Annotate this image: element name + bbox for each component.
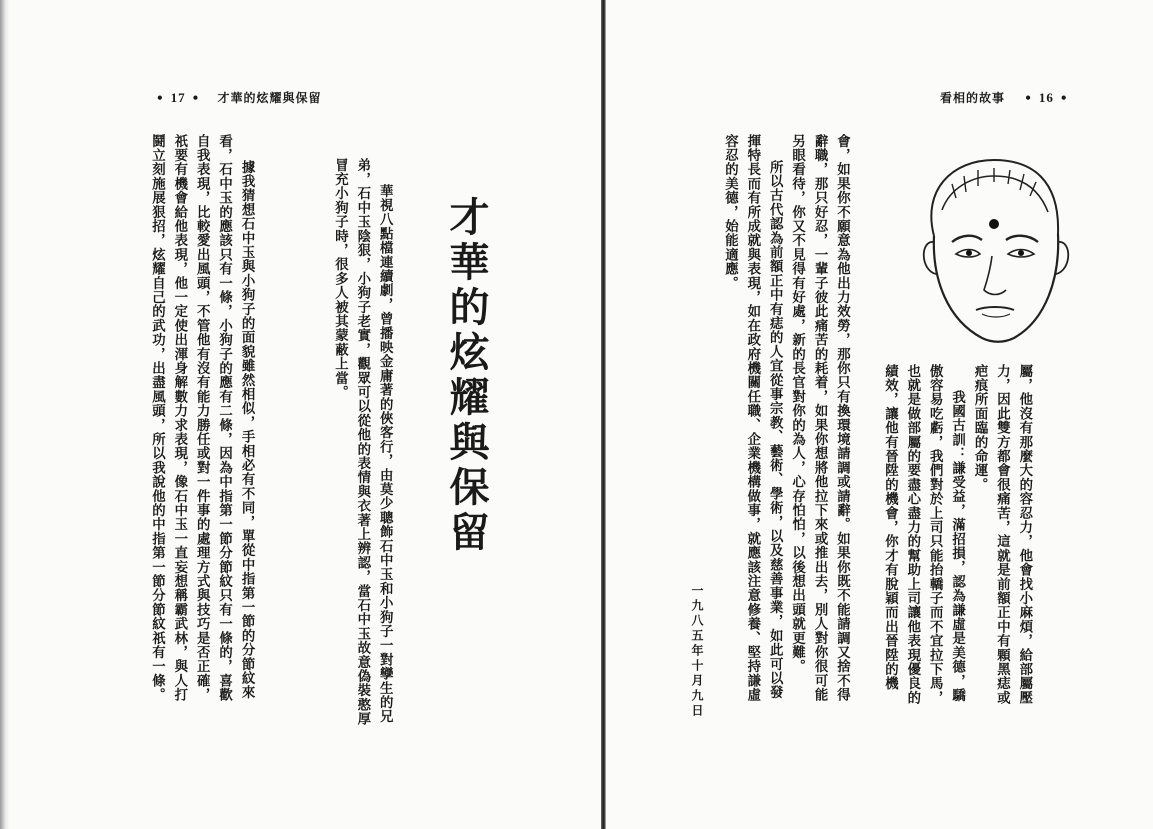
page-number: 16: [1038, 90, 1054, 105]
text-line: 冒充小狗子時，很多人被其蒙蔽上當。: [332, 158, 348, 400]
text-line: 屬，他沒有那麼大的容忍力，他會找小麻煩，給部屬壓: [1016, 364, 1032, 705]
text-line: 看，石中玉的應該只有一條，小狗子的應有二條，因為中指第一節分節紋只有一條的，喜歡: [216, 134, 232, 702]
running-title: 才華的炫耀與保留: [217, 91, 322, 105]
text-line: 辭職，那只好忍，一輩子彼此痛苦的耗着，如果你想將他拉下來或推出去，別人對你很可能: [812, 134, 828, 702]
text-line: 所以古代認為前額正中有痣的人宜從事宗教、藝術、學術，以及慈善事業，如此可以發: [767, 160, 783, 700]
paragraph-2: [145, 134, 257, 702]
left-page-header: • 17 • 才華的炫耀與保留: [156, 90, 322, 105]
text-line: 容忍的美德，始能適應。: [722, 134, 738, 291]
text-line: 華視八點檔連續劇，曾播映金庸著的俠客行，由莫少聰飾石中玉和小狗子一對孿生的兄: [377, 184, 393, 724]
text-line: 績效，讓他有晉陞的機會，你才有脫穎而出晉陞的機: [882, 364, 898, 691]
text-line: 祇要有機會給他表現，他一定使出渾身解數力求表現，像石中玉一直妄想稱霸武林，與人打: [171, 134, 187, 702]
text-line: 另眼看待，你又不見得有好處，新的長官對你的為人，心存怕怕，以後想出頭就更難。: [789, 134, 805, 674]
text-line: 力，因此雙方都會很痛苦，這就是前額正中有顆黑痣或: [994, 364, 1010, 705]
text-line: 我國古訓：謙受益，滿招損，認為謙虛是美德，驕: [949, 390, 965, 703]
right-page-header: 看相的故事 • 16 •: [940, 90, 1069, 105]
forehead-mole: [989, 219, 999, 229]
text-line: 鬪立刻施展狠招，炫耀自己的武功，出盡風頭，所以我說他的中指第一節分節紋祇有一條。: [149, 134, 165, 702]
paragraph-full-width: [718, 134, 852, 702]
text-line: 會，如果你不願意為他出力效勞，那你只有換環境請調或請辭。如果你既不能請調又捨不得: [834, 134, 850, 702]
date-signature: 一九八五年十月九日: [690, 584, 704, 719]
text-line: 自我表現，比較愛出風頭，不管他有沒有能力勝任或對一件事的處理方式與技巧是否正確，: [194, 134, 210, 702]
text-line: 傲容易吃虧，我們對於上司只能抬轎子而不宜拉下馬，: [927, 364, 943, 705]
text-line: 揮特長而有所成就與表現，如在政府機關任職、企業機構做事，就應該注意修養、堅持謙虛: [744, 134, 760, 702]
text-line: 也就是做部屬的要盡心盡力的幫助上司讓他表現優良的: [904, 364, 920, 705]
chapter-title: 才華的炫耀與保留: [443, 196, 490, 556]
face-with-forehead-mole-illustration: [912, 150, 1072, 350]
text-line: 弟，石中玉陰狠，小狗子老實，觀眾可以從他的表情與衣著上辨認，當石中玉故意偽裝憨厚: [354, 158, 370, 726]
text-line: 疤痕所面臨的命運。: [972, 364, 988, 492]
paragraph-1: [328, 158, 395, 726]
running-title: 看相的故事: [940, 91, 1006, 105]
page-number: 17: [170, 90, 186, 105]
text-line: 據我猜想石中玉與小狗子的面貌雖然相似，手相必有不同，單從中指第一節的分節紋來: [239, 160, 255, 700]
paragraph-beside-figure: [878, 364, 1035, 705]
